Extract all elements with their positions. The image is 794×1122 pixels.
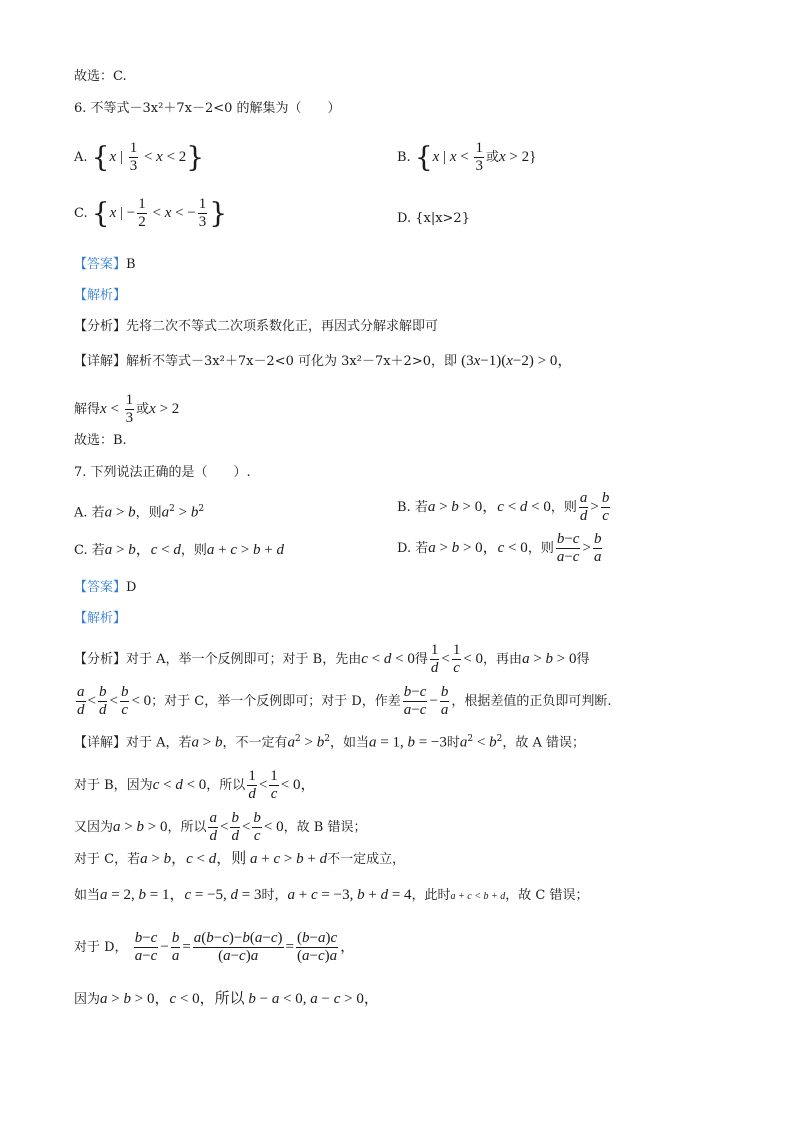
q6-answer: 【答案】B — [74, 257, 136, 272]
q7-fenxi-line1: 【分析】对于 A，举一个反例即可；对于 B，先由c < d < 0得 $\frac{1}{d}$ < $\frac{1}{c}$ < 0，再由a > b > 0得 — [74, 642, 590, 676]
q6-option-a: A. {x | $\frac{1}{3}$ < x < 2} — [74, 140, 205, 174]
q7-xiangjie-a: 【详解】对于 A，若a > b，不一定有$a^2 > b^2$，如当a = 1, b = −3时$a^2 < b^2$，故 A 错误； — [74, 734, 585, 751]
q6-option-c: C. {x | − $\frac{1}{2}$ < x < − $\frac{1}{3}$ } — [74, 196, 228, 230]
q6-option-d: D. {x|x>2} — [397, 211, 470, 226]
q6-choose: 故选：B. — [74, 433, 127, 448]
prev-answer: 故选：C. — [74, 69, 127, 84]
q7-stem: 7. 下列说法正确的是（ ）. — [74, 465, 251, 480]
q7-answer: 【答案】D — [74, 580, 137, 595]
q6-option-b: B. {x | x < $\frac{1}{3}$ 或x > 2} — [397, 140, 537, 174]
q7-xiangjie-c1: 对于 C，若a > b，c < d，则 a + c > b + d不一定成立， — [74, 851, 406, 867]
q7-option-c: C. 若a > b，c < d，则a + c > b + d — [74, 542, 284, 558]
q6-analysis-tag: 【解析】 — [74, 288, 127, 303]
q7-option-d: D. 若a > b > 0，c < 0，则 $\frac{b-c}{a-c}$ > $\frac{b}{a}$ — [397, 531, 602, 565]
q6-fenxi: 【分析】先将二次不等式二次项系数化正，再因式分解求解即可 — [74, 319, 439, 334]
q6-solution: 解得x < $\frac{1}{3}$ 或x > 2 — [74, 392, 180, 426]
q7-analysis-tag: 【解析】 — [74, 611, 127, 626]
q7-option-b: B. 若a > b > 0，c < d < 0，则 $\frac{a}{d}$ > $\frac{b}{c}$ — [397, 490, 610, 524]
q7-xiangjie-c2: 如当a = 2, b = 1，c = −5, d = 3时，a + c = −3, b + d = 4，此时a + c < b + d，故 C 错误； — [74, 887, 589, 903]
q7-xiangjie-b2: 又因为a > b > 0，所以 $\frac{a}{d}$ < $\frac{b}{d}$ < $\frac{b}{c}$ < 0，故 B 错误； — [74, 810, 367, 844]
q6-stem: 6. 不等式－3x²＋7x－2<0 的解集为（ ） — [74, 101, 341, 116]
q7-option-a: A. 若a > b，则$a^2 > b^2$ — [74, 504, 205, 521]
q7-fenxi-line2: $\frac{a}{d}$ < $\frac{b}{d}$ < $\frac{b}{c}$ < 0；对于 C，举一个反例即可；对于 D，作差 $\frac{b-c}{a-c}$ − $\frac{b}{a}$ ，根据差值的正负即可判断. — [77, 684, 612, 718]
q6-xiangjie: 【详解】解析不等式－3x²＋7x－2<0 可化为 3x²－7x＋2>0，即 (3x−1)(x−2) > 0， — [74, 353, 573, 369]
q7-xiangjie-d1: 对于 D， $\frac{b-c}{a-c}$ − $\frac{b}{a}$ = $\frac{a(b-c)-b(a-c)}{(a-c)a}$ = $\frac{(b-a)c}{(a-c)a}$ ， — [74, 930, 356, 964]
q7-xiangjie-b1: 对于 B，因为c < d < 0，所以 $\frac{1}{d}$ < $\frac{1}{c}$ < 0， — [74, 768, 316, 802]
q7-xiangjie-d2: 因为a > b > 0，c < 0，所以 b − a < 0, a − c > 0， — [74, 991, 379, 1007]
